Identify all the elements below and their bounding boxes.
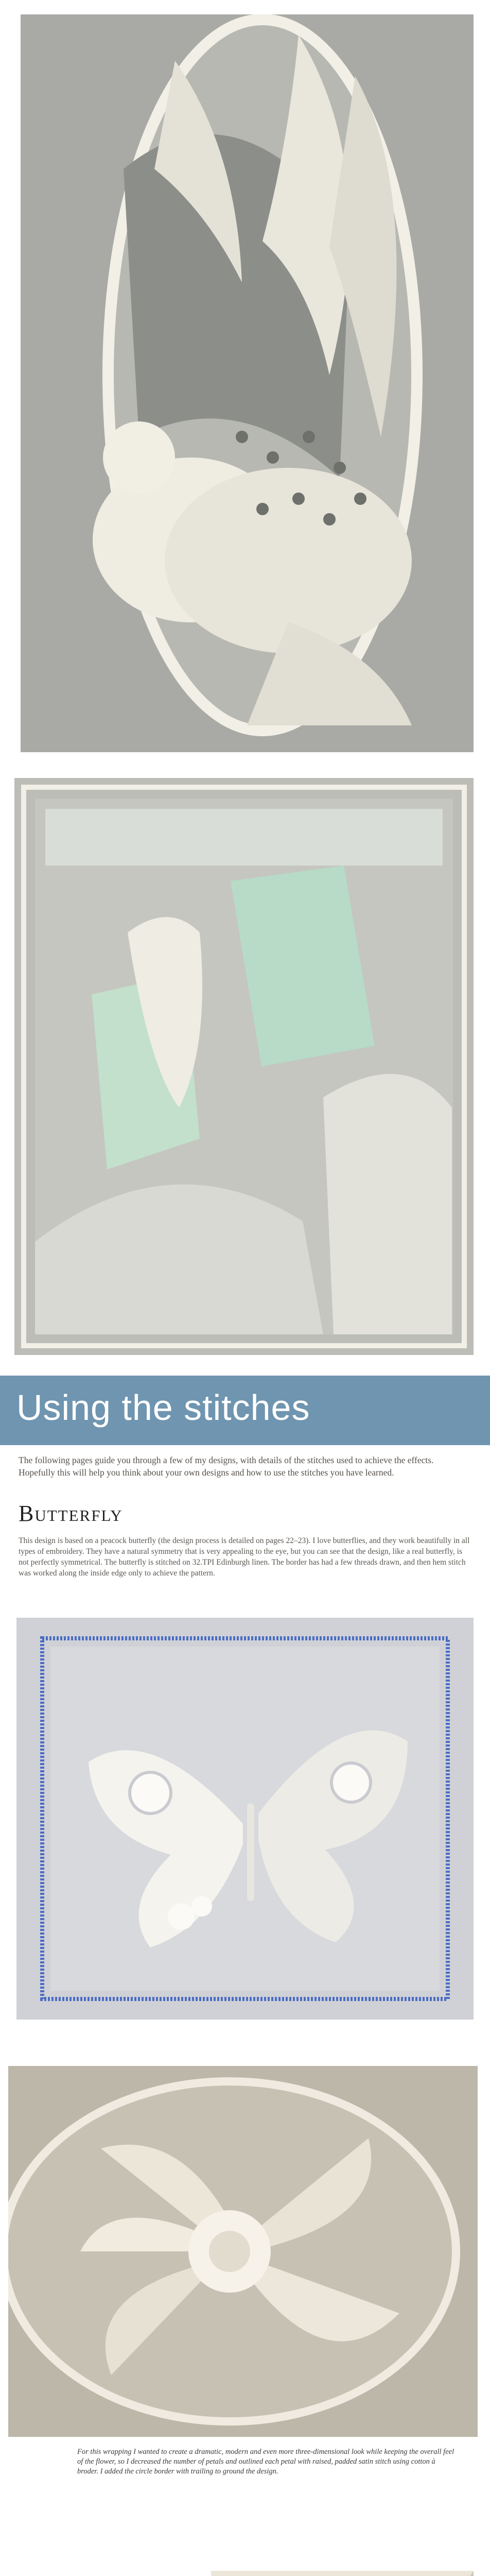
- flower-caption: For this wrapping I wanted to create a dramatic, modern and even more three-dimensional look while keeping the overall feel of the flower, so I decreased the number of petals and outlined each petal with raised, padded satin stitch using cotton à broder. I added the circle border with trailing to ground the design.: [77, 2448, 454, 2476]
- intro-paragraph: The following pages guide you through a few of my designs, with details of the stitches used to achieve the effects. Hopefully this will help you think about your own designs and how to use the stitches you have learned.: [19, 1455, 434, 1478]
- header-band: [0, 1376, 490, 1445]
- butterfly-embroidery-photo: [16, 1618, 474, 2020]
- vogue-embroidery-photo: [14, 778, 474, 1355]
- pulled-thread-detail-photo: [211, 2571, 474, 2576]
- section-body-text: This design is based on a peacock butterfly (the design process is detailed on pages 22–23). I love butterflies, and they work beautifully in all types of embroidery. They have a natural symmetry that is very appealing to the eye, but you can see that the design, like a real butterfly, is not perfectly symmetrical. The butterfly is stitched on 32.TPI Edinburgh linen. The border has had a few threads drawn, and then hem stitch was worked along the inside edge only to achieve the pattern.: [19, 1536, 470, 1578]
- peacock-embroidery-photo: [21, 14, 474, 752]
- page-title: Using the stitches: [16, 1387, 310, 1428]
- section-heading: Butterfly: [19, 1501, 123, 1526]
- flower-embroidery-photo: [8, 2066, 478, 2437]
